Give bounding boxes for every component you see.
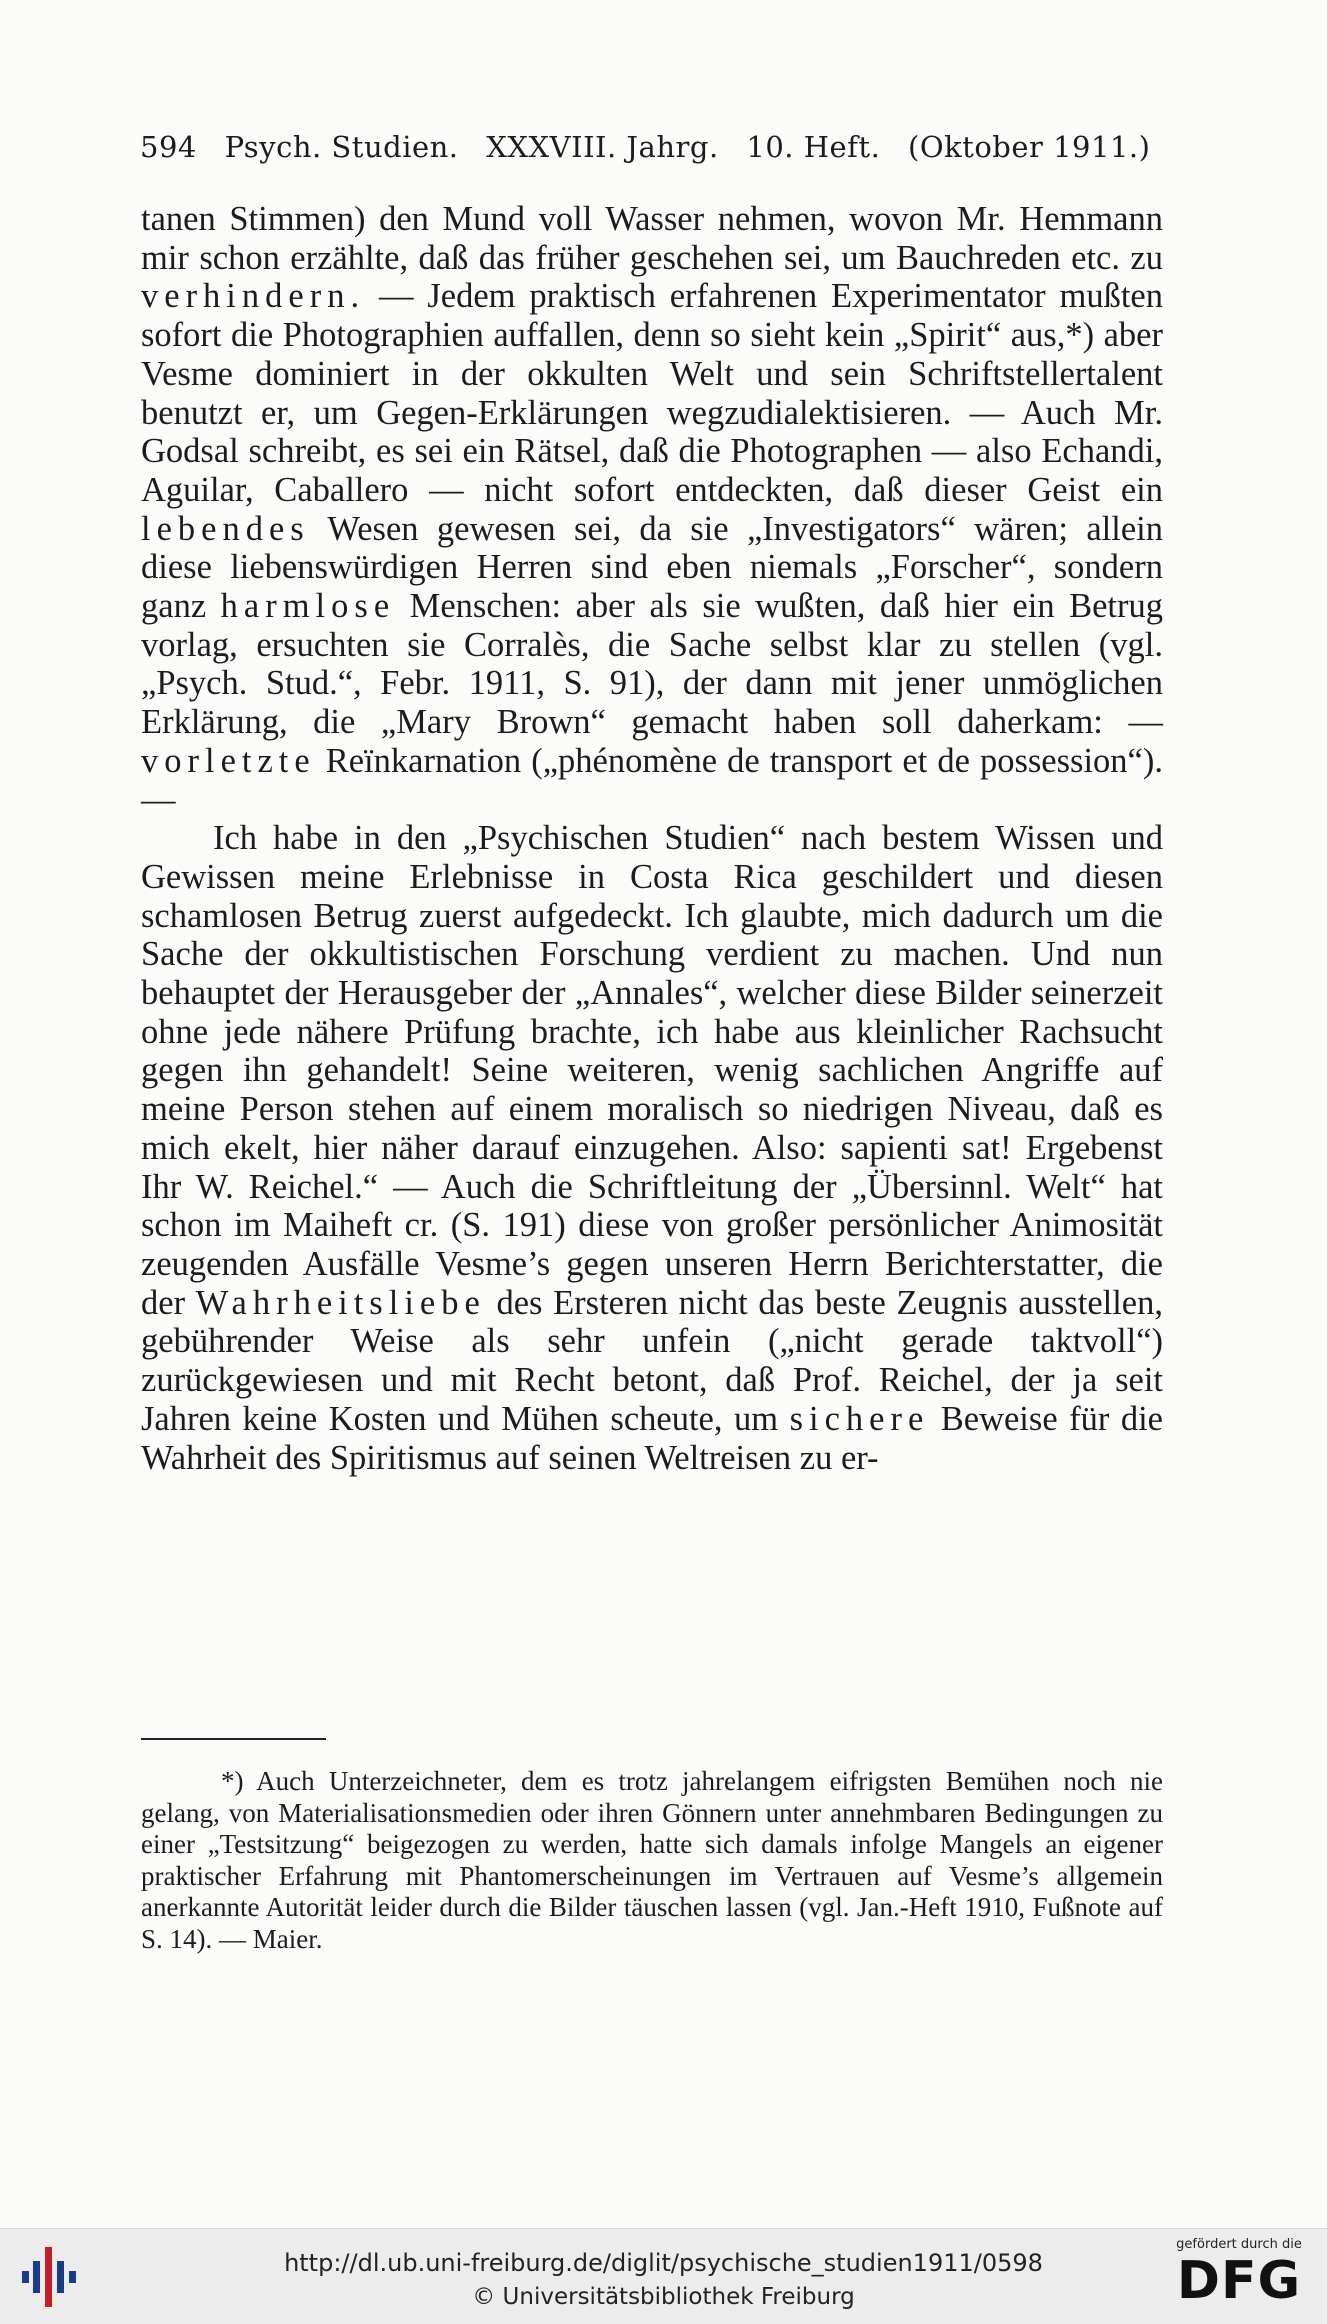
issue-label: 10. Heft. xyxy=(746,130,881,164)
text-run: Wesen gewesen sei, da sie „Investigators“ wären; allein diese liebenswürdigen Herren sind eben niemals „Forscher“, sondern ganz xyxy=(141,509,1163,626)
spaced-word: harmlose xyxy=(220,587,396,626)
text-run: des Ersteren nicht das beste Zeugnis ausstellen, gebührender Weise als sehr unfein („nicht gerade taktvoll“) zurückgewiesen und mit Recht betont, daß Prof. Reichel, der ja seit Jahren keine Kosten und Mühen scheute, um xyxy=(141,1283,1163,1438)
text-run: Reïnkarnation („phénomène de transport et de possession“). — xyxy=(141,741,1163,819)
text-run: Beweise für die Wahrheit des Spiritismus auf seinen Weltreisen zu er- xyxy=(141,1399,1163,1477)
text-run: tanen Stimmen) den Mund voll Wasser nehmen, wovon Mr. Hemmann mir schon erzählte, daß das früher geschehen sei, um Bauchreden etc. zu xyxy=(141,200,1163,277)
footnote-rule xyxy=(141,1738,326,1740)
spaced-word: verhindern. xyxy=(141,277,366,316)
footnote-text: *) Auch Unterzeichneter, dem es trotz jahrelangem eifrigsten Bemühen noch nie gelang, von Materialisationsmedien oder ihren Gönnern unter annehmbaren Bedingungen zu einer „Testsitzung“ beigezogen zu werden, hatte sich damals infolge Mangels an eigener praktischer Erfahrung mit Phantomerscheinungen im Vertrauen auf Vesme’s allgemein anerkannte Autorität leider durch die Bilder täuschen lassen (vgl. Jan.-Heft 1910, Fußnote auf S. 14). — Maier. xyxy=(141,1766,1163,1954)
dfg-logo xyxy=(1169,2237,1309,2319)
page-number: 594 xyxy=(140,130,197,164)
dfg-wordmark: DFG xyxy=(1176,2251,1302,2311)
running-header xyxy=(140,130,1170,164)
copyright-notice: © Universitätsbibliothek Freiburg xyxy=(472,2284,855,2310)
text-run: — Jedem praktisch erfahrenen Experimentator mußten sofort die Photographien auffallen, denn so sieht kein „Spirit“ aus,*) aber Vesme dominiert in der okkulten Welt und sein Schriftstellertalent benutzt er, um Gegen-Erklärungen wegzudialektisieren. — Auch Mr. Godsal schreibt, es sei ein Rätsel, daß die Photographen — also Echandi, Aguilar, Caballero — nicht sofort entdeckten, daß dieser Geist ein xyxy=(141,277,1163,509)
text-run: Menschen: aber als sie wußten, daß hier ein Betrug vorlag, ersuchten sie Corralès, die Sache selbst klar zu stellen (vgl. „Psych. Stud.“, Febr. 1911, S. 91), der dann mit jener unmöglichen Erklärung, die „Mary Brown“ gemacht haben soll daherkam: — xyxy=(141,587,1163,742)
spaced-word: sichere xyxy=(789,1399,930,1438)
paragraph-2 xyxy=(141,819,1163,1477)
permalink-link[interactable]: http://dl.ub.uni-freiburg.de/diglit/psychische_studien1911/0598 xyxy=(284,2249,1043,2277)
spaced-word: vorletzte xyxy=(141,741,316,780)
main-text xyxy=(141,200,1163,1477)
dfg-caption: gefördert durch die xyxy=(1176,2237,1302,2252)
spaced-word: Wahrheitsliebe xyxy=(195,1283,486,1322)
volume-label: XXXVIII. Jahrg. xyxy=(486,130,719,164)
text-run: Ich habe in den „Psychischen Studien“ nach bestem Wissen und Gewissen meine Erlebnisse in Costa Rica geschildert und diesen schamlosen Betrug zuerst aufgedeckt. Ich glaubte, mich dadurch um die Sache der okkultistischen Forschung verdient zu machen. Und nun behauptet der Herausgeber der „Annales“, welcher diese Bilder seinerzeit ohne jede nähere Prüfung brachte, ich habe aus kleinlicher Rachsucht gegen ihn gehandelt! Seine weiteren, wenig sachlichen Angriffe auf meine Person stehen auf einem moralisch so niedrigen Niveau, daß es mich ekelt, hier näher darauf einzugehen. Also: sapienti sat! Ergebenst Ihr W. Reichel.“ — Auch die Schriftleitung der „Übersinnl. Welt“ hat schon im Maiheft cr. (S. 191) diese von großer persönlicher Animosität zeugenden Ausfälle Vesme’s gegen unseren Herrn Berichterstatter, die der xyxy=(141,819,1163,1322)
viewer-footer xyxy=(0,2228,1327,2324)
spaced-word: lebendes xyxy=(141,509,310,548)
date-label: (Oktober 1911.) xyxy=(908,130,1151,164)
journal-title: Psych. Studien. xyxy=(224,130,459,164)
footnote xyxy=(141,1766,1163,1955)
paragraph-1 xyxy=(141,200,1163,819)
